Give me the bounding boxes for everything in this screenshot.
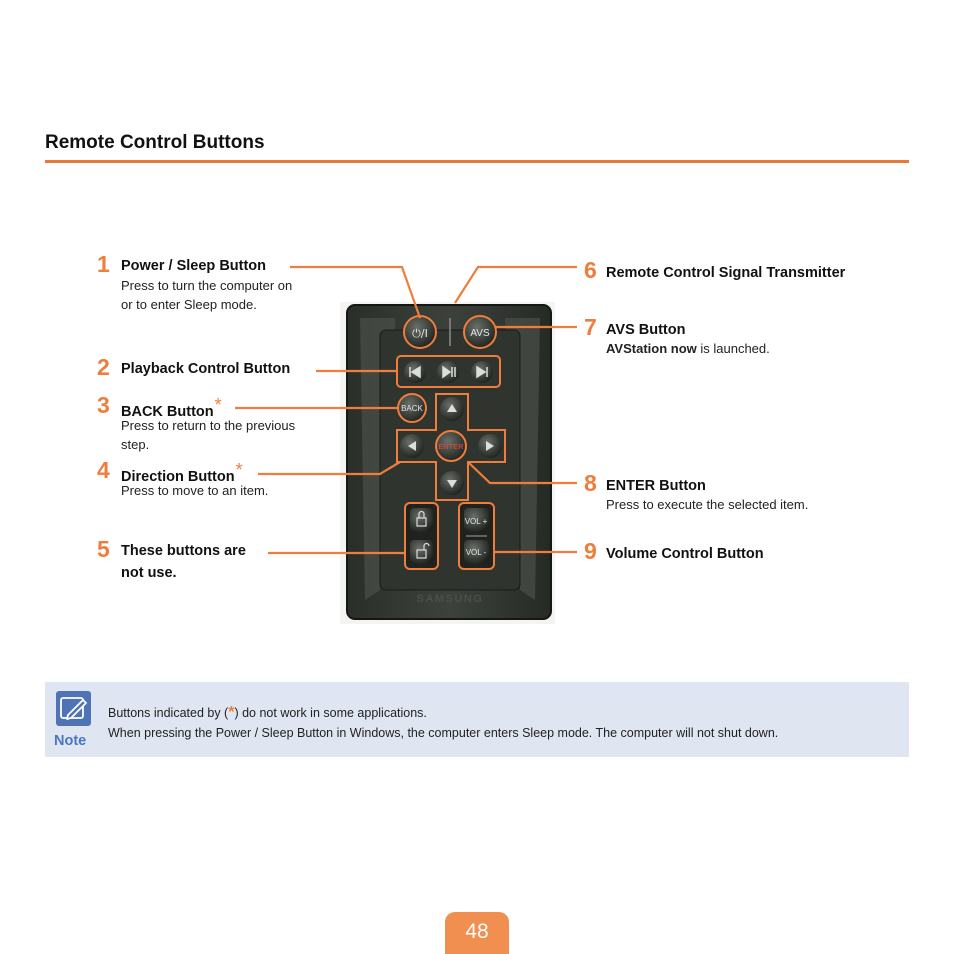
callout-desc-direction: Press to move to an item. xyxy=(121,483,269,498)
enter-button-text: ENTER xyxy=(438,442,464,451)
section-title: Remote Control Buttons xyxy=(45,132,265,153)
callout-number-1: 1 xyxy=(97,251,110,277)
callout-desc-back-line2: step. xyxy=(121,437,150,452)
callout-number-6: 6 xyxy=(584,257,597,283)
callout-number-4: 4 xyxy=(97,457,110,483)
callout-desc-enter: Press to execute the selected item. xyxy=(606,497,809,512)
callout-desc-back-line1: Press to return to the previous xyxy=(121,418,296,433)
avs-desc-rest: is launched. xyxy=(696,341,770,356)
unsupported-star: * xyxy=(235,460,243,480)
note-star: * xyxy=(228,704,235,721)
page-number: 48 xyxy=(465,920,489,943)
back-label-text: BACK Button xyxy=(121,404,214,420)
callout-label-volume: Volume Control Button xyxy=(606,546,764,562)
power-button-text: ⏻/I xyxy=(412,327,428,340)
callout-number-8: 8 xyxy=(584,470,597,496)
brand-logo-text: SAMSUNG xyxy=(416,593,484,605)
volume-up-text: VOL + xyxy=(464,517,488,526)
callout-label-unused-line2: not use. xyxy=(121,565,177,581)
volume-control-buttons[interactable] xyxy=(459,503,494,569)
note-text-line1: Buttons indicated by (*) do not work in some applications. xyxy=(108,704,427,721)
callout-label-avs: AVS Button xyxy=(606,322,686,338)
callout-label-power-sleep: Power / Sleep Button xyxy=(121,258,267,274)
callout-number-5: 5 xyxy=(97,536,110,562)
avs-button[interactable] xyxy=(464,316,496,348)
callout-number-3: 3 xyxy=(97,392,110,418)
callout-number-9: 9 xyxy=(584,538,597,564)
callout-number-2: 2 xyxy=(97,354,110,380)
direction-label-text: Direction Button xyxy=(121,469,235,485)
note-label: Note xyxy=(54,733,87,749)
unused-buttons[interactable] xyxy=(405,503,438,569)
callout-label-enter: ENTER Button xyxy=(606,478,706,494)
callout-number-7: 7 xyxy=(584,314,597,340)
note-text-line2: When pressing the Power / Sleep Button in Windows, the computer enters Sleep mode. The computer will not shut down. xyxy=(108,726,779,740)
avs-desc-bold: AVStation now xyxy=(606,341,697,356)
enter-button[interactable] xyxy=(436,431,466,461)
unsupported-star: * xyxy=(214,395,222,415)
back-button-text: BACK xyxy=(401,404,423,413)
remote-body xyxy=(340,302,555,624)
volume-down-text: VOL - xyxy=(465,548,487,557)
avs-button-text: AVS xyxy=(470,328,490,339)
callout-desc-avs xyxy=(606,339,770,359)
callout-label-unused-line1: These buttons are xyxy=(121,543,246,559)
pencil-note-icon xyxy=(56,691,91,726)
back-button[interactable] xyxy=(398,394,426,422)
power-sleep-button[interactable] xyxy=(404,316,436,348)
callout-desc-power-line1: Press to turn the computer on xyxy=(121,278,293,293)
callout-label-signal-transmitter: Remote Control Signal Transmitter xyxy=(606,265,846,281)
callout-label-playback: Playback Control Button xyxy=(121,361,291,377)
callout-desc-power-line2: or to enter Sleep mode. xyxy=(121,297,257,312)
